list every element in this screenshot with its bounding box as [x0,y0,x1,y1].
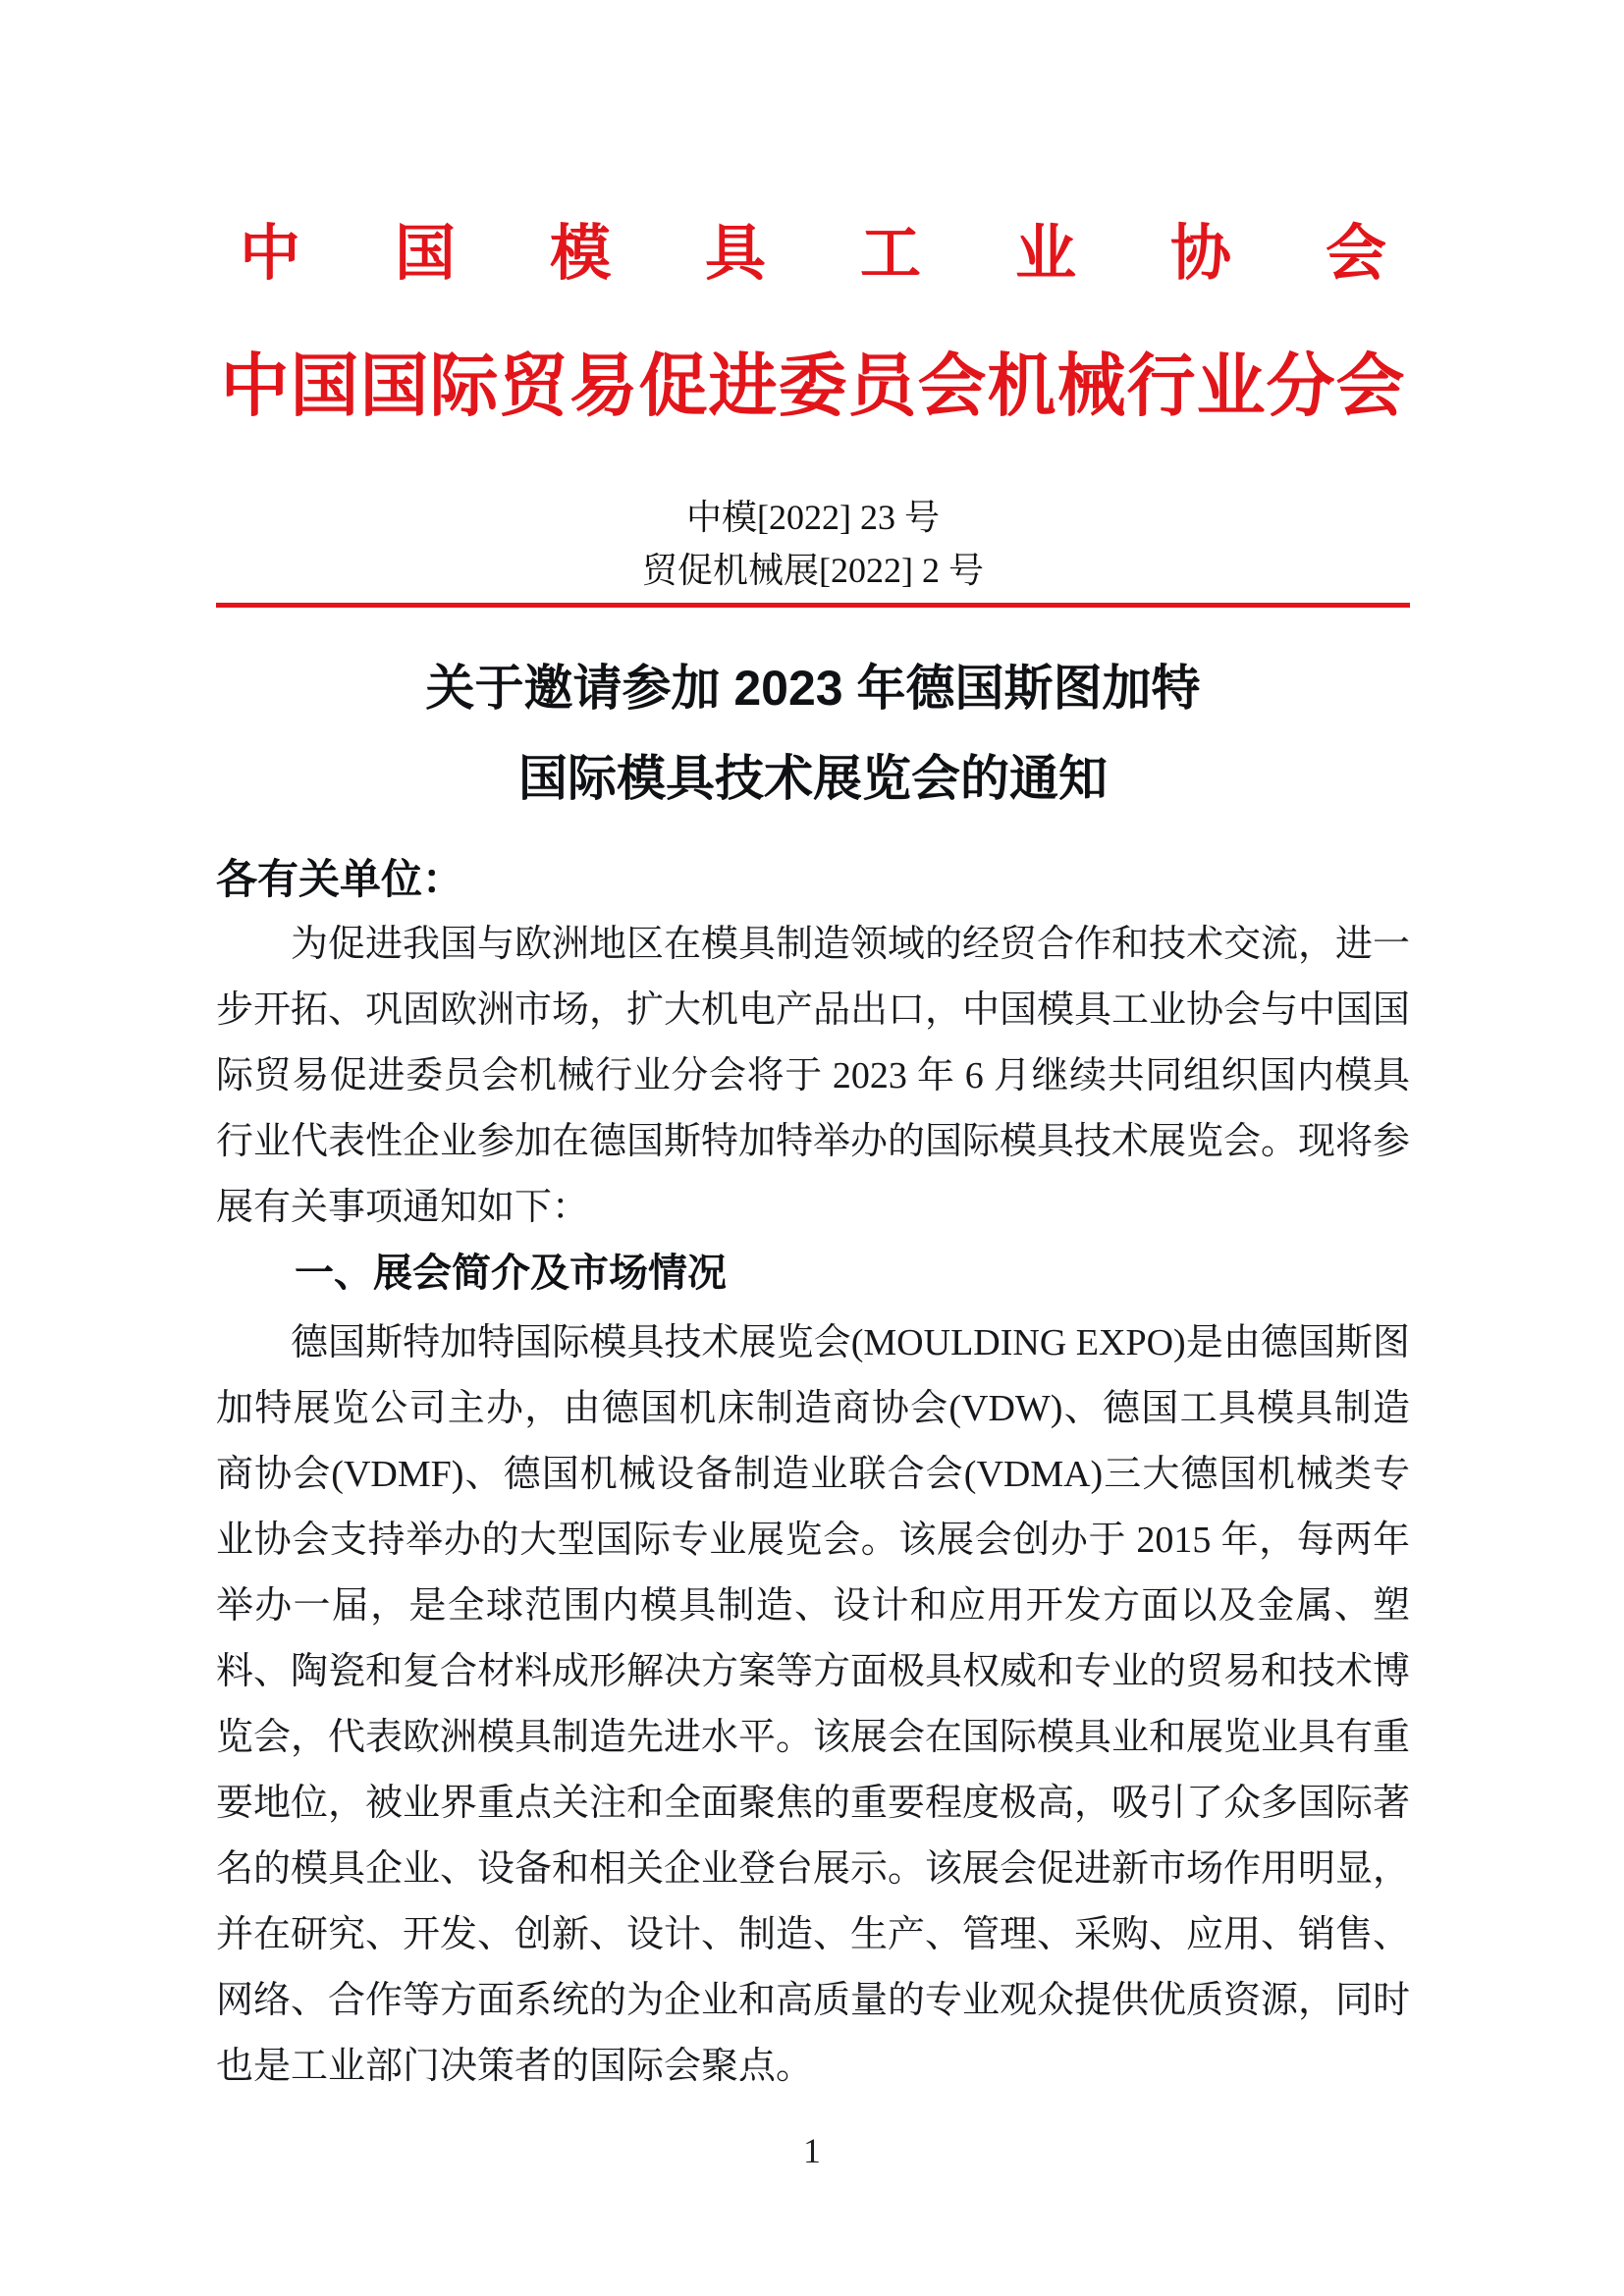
document-title [216,643,1410,824]
paragraph-exhibition-overview: 德国斯特加特国际模具技术展览会(MOULDING EXPO)是由德国斯图加特展览公司主办，由德国机床制造商协会(VDW)、德国工具模具制造商协会(VDMF)、德国机械设备制造业联合会(VDMA)三大德国机械类专业协会支持举办的大型国际专业展览会。该展会创办于 2015 年，每两年举办一届，是全球范围内模具制造、设计和应用开发方面以及金属、塑料、陶瓷和复合材料成形解决方案等方面极具权威和专业的贸易和技术博览会，代表欧洲模具制造先进水平。该展会在国际模具业和展览业具有重要地位，被业界重点关注和全面聚焦的重要程度极高，吸引了众多国际著名的模具企业、设备和相关企业登台展示。该展会促进新市场作用明显，并在研究、开发、创新、设计、制造、生产、管理、采购、应用、销售、网络、合作等方面系统的为企业和高质量的专业观众提供优质资源，同时也是工业部门决策者的国际会聚点。 [216,1322,1411,2087]
doc-number-block [216,491,1410,597]
page-number: 1 [803,2131,821,2170]
doc-number-2: 贸促机械展[2022] 2 号 [642,551,984,590]
document-title-line-1: 关于邀请参加 2023 年德国斯图加特 [425,661,1201,716]
paragraph-intro: 为促进我国与欧洲地区在模具制造领域的经贸合作和技术交流，进一步开拓、巩固欧洲市场，扩大机电产品出口，中国模具工业协会与中国国际贸易促进委员会机械行业分会将于 2023 年 6 月继续共同组织国内模具行业代表性企业参加在德国斯特加特举办的国际模具技术展览会。现将参展有关事项通知如下： [216,924,1411,1228]
red-divider-rule [216,603,1410,608]
salutation: 各有关单位： [216,856,464,902]
document-body [216,912,1410,2100]
letterhead [216,221,1410,608]
org-name-secondary: 中国国际贸易促进委员会机械行业分会 [220,349,1406,425]
org-name-primary: 中 国 模 具 工 业 协 会 [239,221,1403,288]
document-title-line-2: 国际模具技术展览会的通知 [518,751,1108,806]
section-heading-1: 一、展会简介及市场情况 [295,1252,727,1295]
doc-number-1: 中模[2022] 23 号 [686,498,940,537]
